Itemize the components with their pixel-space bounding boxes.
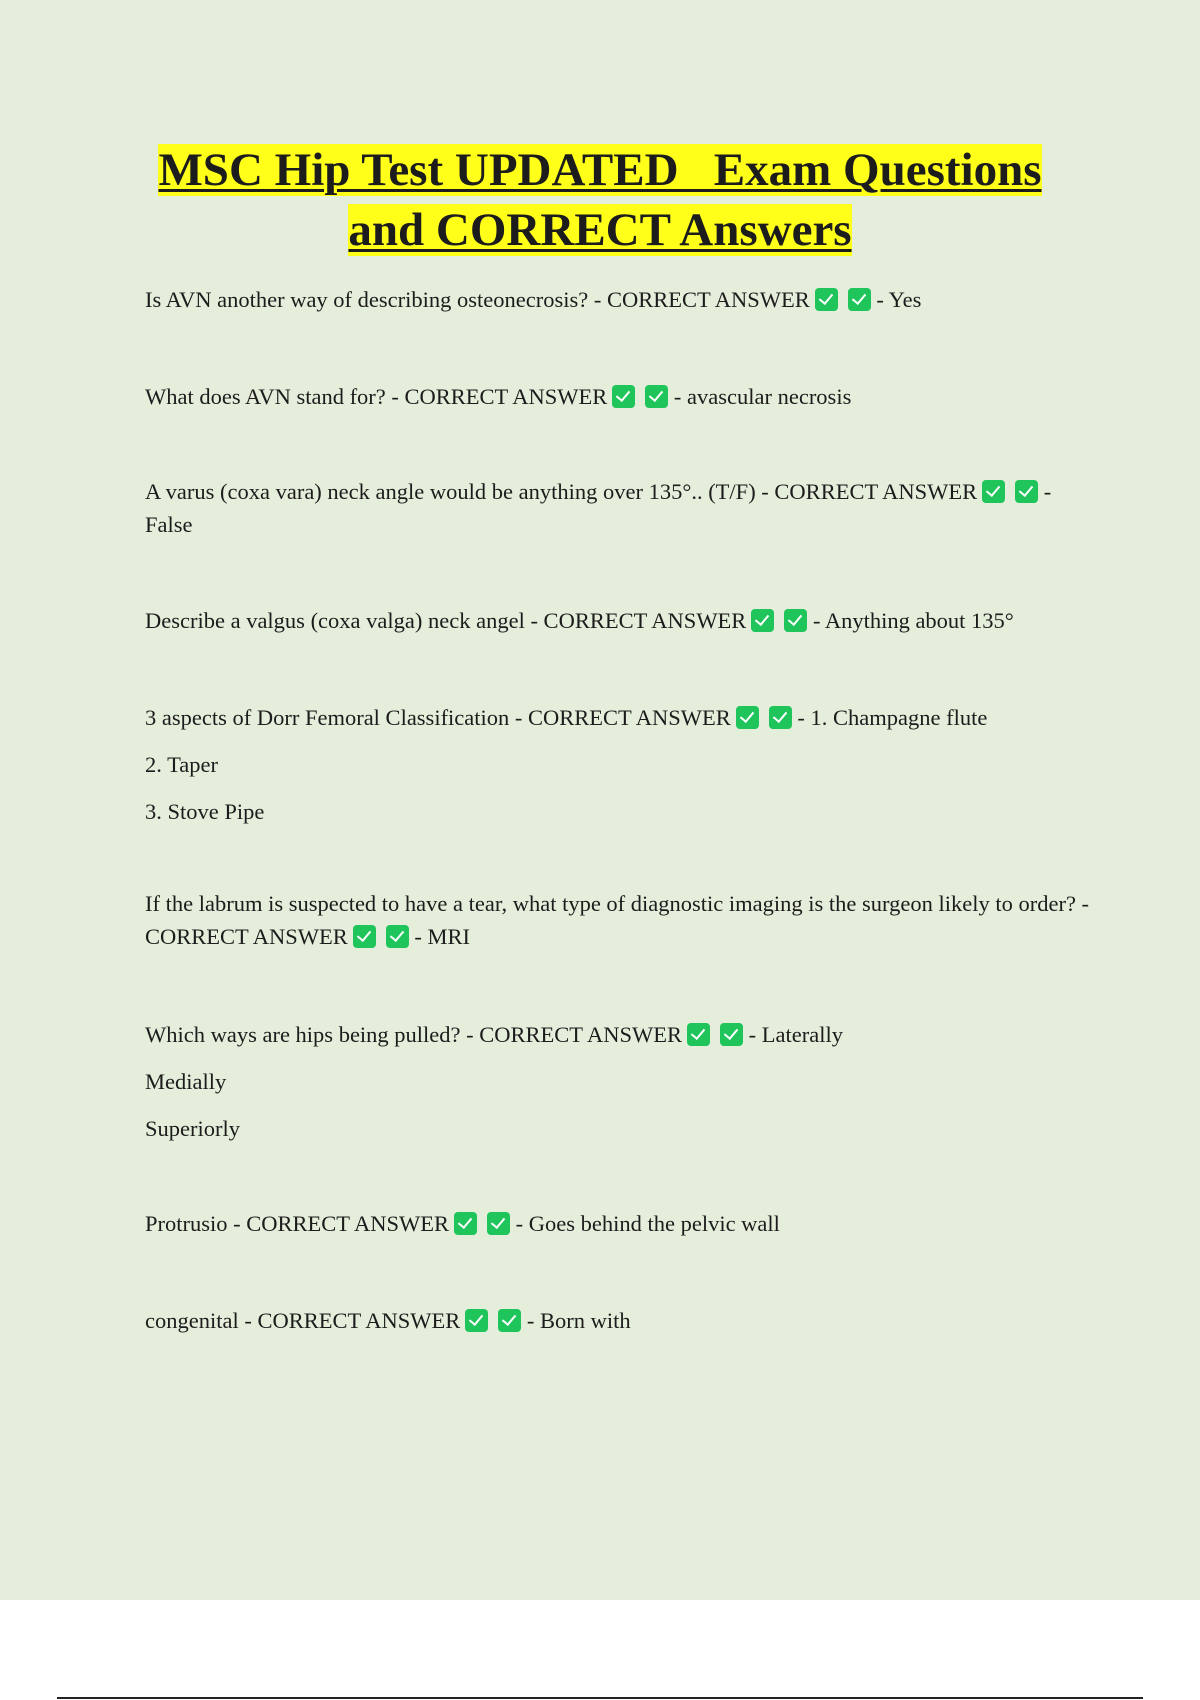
checkmark-icon <box>1015 480 1038 503</box>
answer-continuation: 2. Taper <box>145 752 218 777</box>
title-line-1: MSC Hip Test UPDATED Exam Questions <box>158 144 1042 196</box>
checkmark-icon <box>487 1212 510 1235</box>
checkmark-icon <box>982 480 1005 503</box>
checkmark-icon <box>720 1023 743 1046</box>
answer-text: - 1. Champagne flute <box>797 705 988 730</box>
checkmark-icon <box>386 925 409 948</box>
title-line-2: and CORRECT Answers <box>348 204 852 256</box>
document-title <box>0 140 1200 260</box>
checkmark-icon <box>769 706 792 729</box>
qa-item <box>145 283 1090 316</box>
question-text: What does AVN stand for? - CORRECT ANSWER <box>145 384 608 409</box>
answer-text: - avascular necrosis <box>673 384 852 409</box>
checkmark-icon <box>498 1309 521 1332</box>
answer-continuation: 3. Stove Pipe <box>145 799 265 824</box>
checkmark-icon <box>645 385 668 408</box>
question-text: 3 aspects of Dorr Femoral Classification - CORRECT ANSWER <box>145 705 731 730</box>
question-text: Protrusio - CORRECT ANSWER <box>145 1211 449 1236</box>
qa-question-line <box>145 604 1090 637</box>
question-text: Describe a valgus (coxa valga) neck angel - CORRECT ANSWER <box>145 608 747 633</box>
checkmark-icon <box>465 1309 488 1332</box>
answer-continuation: Medially <box>145 1069 227 1094</box>
qa-item <box>145 475 1090 541</box>
question-text: Which ways are hips being pulled? - CORRECT ANSWER <box>145 1022 683 1047</box>
answer-text: - MRI <box>414 924 470 949</box>
qa-item <box>145 1018 1090 1145</box>
qa-question-line <box>145 475 1090 541</box>
qa-question-line <box>145 1207 1090 1240</box>
qa-item <box>145 604 1090 637</box>
qa-question-line <box>145 887 1090 953</box>
answer-text: - Goes behind the pelvic wall <box>515 1211 780 1236</box>
checkmark-icon <box>736 706 759 729</box>
checkmark-icon <box>848 288 871 311</box>
question-text: If the labrum is suspected to have a tear, what type of diagnostic imaging is the surgeon likely to order? - CORRECT ANSWER <box>145 891 1090 949</box>
qa-question-line <box>145 1018 1090 1051</box>
answer-text: - False <box>145 479 1052 537</box>
qa-item <box>145 1207 1090 1240</box>
checkmark-icon <box>815 288 838 311</box>
answer-text: - Yes <box>876 287 922 312</box>
checkmark-icon <box>687 1023 710 1046</box>
qa-item <box>145 701 1090 828</box>
qa-item <box>145 380 1090 413</box>
qa-question-line <box>145 1304 1090 1337</box>
checkmark-icon <box>784 609 807 632</box>
question-text: Is AVN another way of describing osteonecrosis? - CORRECT ANSWER <box>145 287 810 312</box>
question-text: A varus (coxa vara) neck angle would be anything over 135°.. (T/F) - CORRECT ANSWER <box>145 479 978 504</box>
checkmark-icon <box>454 1212 477 1235</box>
qa-question-line <box>145 380 1090 413</box>
qa-question-line <box>145 701 1090 734</box>
qa-item <box>145 1304 1090 1337</box>
answer-text: - Laterally <box>748 1022 843 1047</box>
answer-continuation: Superiorly <box>145 1116 240 1141</box>
answer-text: - Born with <box>526 1308 631 1333</box>
page-divider <box>57 1697 1143 1699</box>
checkmark-icon <box>751 609 774 632</box>
checkmark-icon <box>353 925 376 948</box>
question-text: congenital - CORRECT ANSWER <box>145 1308 461 1333</box>
checkmark-icon <box>612 385 635 408</box>
qa-item <box>145 887 1090 953</box>
answer-text: - Anything about 135° <box>812 608 1014 633</box>
qa-question-line <box>145 283 1090 316</box>
